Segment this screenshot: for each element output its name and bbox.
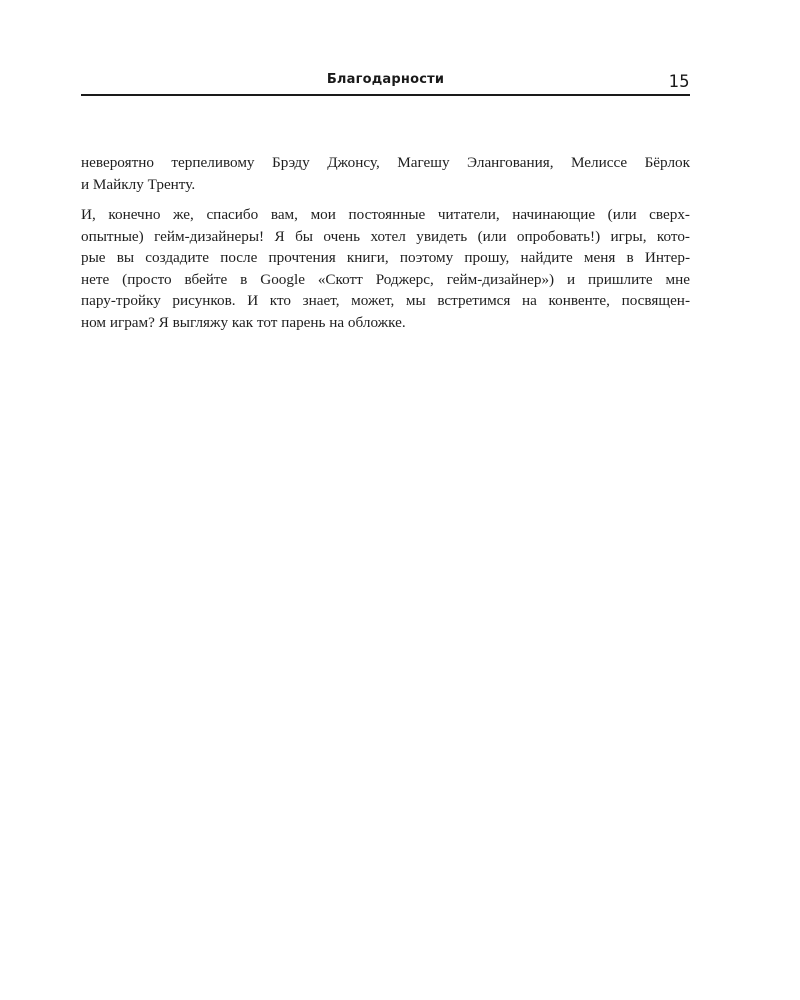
paragraph-1	[81, 152, 690, 195]
text-line: пару-тройку рисунков. И кто знает, может, мы встретимся на конвенте, посвящен-	[81, 292, 690, 309]
text-line: невероятно терпеливому Брэду Джонсу, Магешу Элангования, Мелиссе Бёрлок	[81, 154, 690, 171]
body-text	[81, 152, 690, 333]
text-line: опытные) гейм-дизайнеры! Я бы очень хотел увидеть (или опробовать!) игры, кото-	[81, 227, 690, 245]
page-number: 15	[668, 72, 690, 92]
text-line: рые вы создадите после прочтения книги, поэтому прошу, найдите меня в Интер-	[81, 249, 690, 266]
running-header	[81, 66, 690, 96]
text-line: И, конечно же, спасибо вам, мои постоянные читатели, начинающие (или сверх-	[81, 206, 690, 223]
paragraph-2	[81, 204, 690, 333]
chapter-title: Благодарности	[326, 72, 445, 87]
text-line: и Майклу Тренту.	[81, 175, 196, 193]
text-line: ном играм? Я выгляжу как тот парень на обложке.	[81, 313, 406, 331]
text-line: нете (просто вбейте в Google «Скотт Роджерс, гейм-дизайнер») и пришлите мне	[81, 270, 690, 288]
